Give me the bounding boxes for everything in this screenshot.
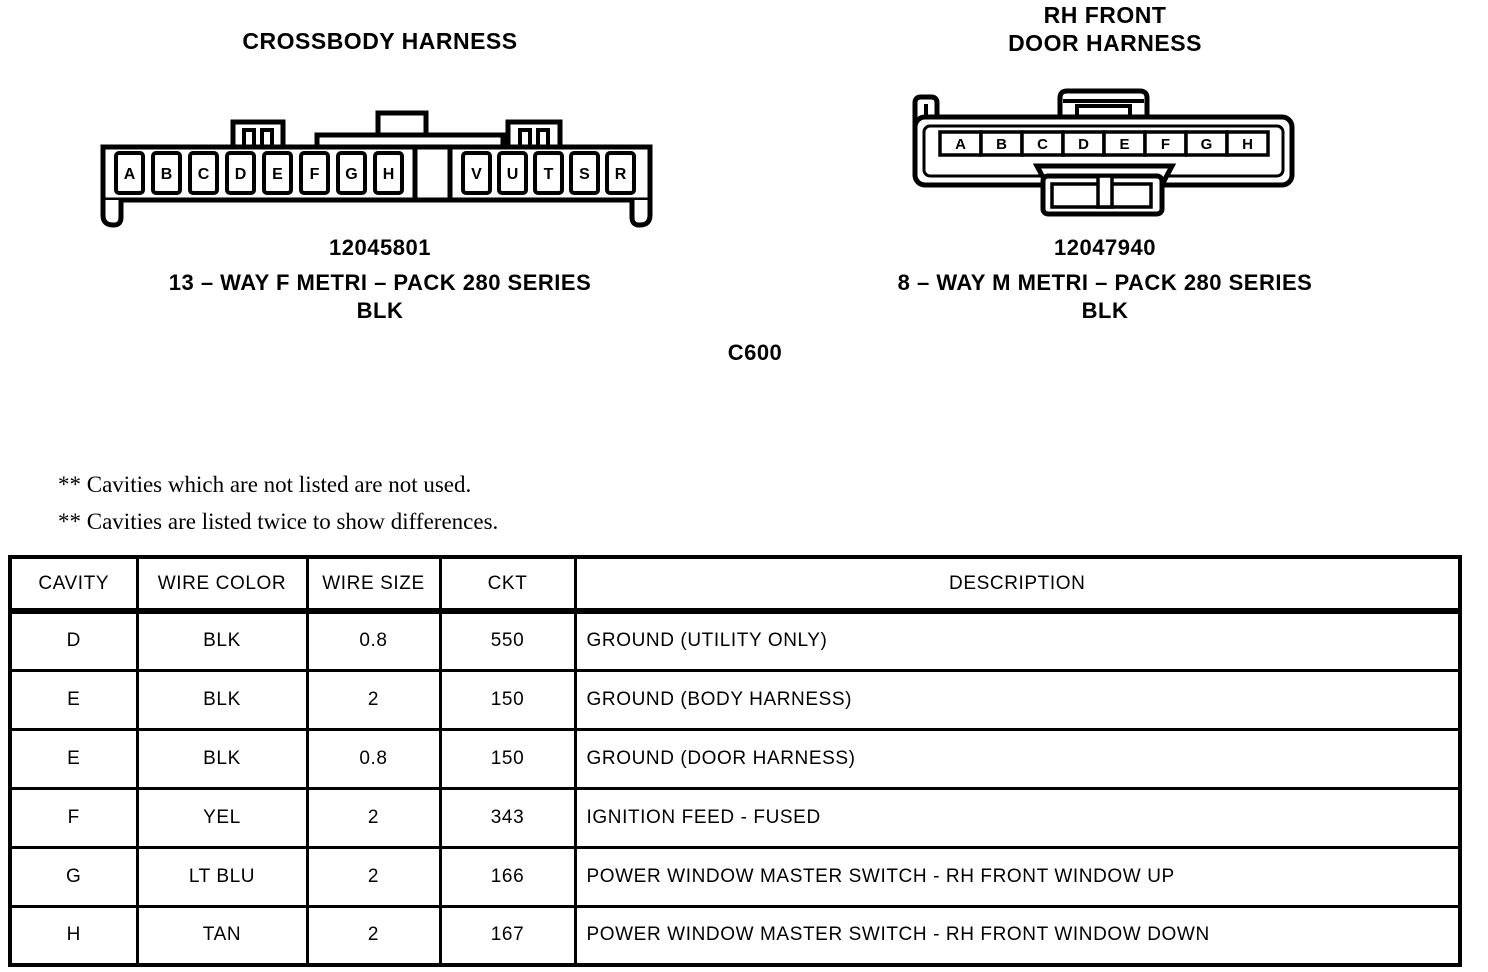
cell-cavity: G [10, 847, 137, 906]
cavity-label: A [955, 136, 966, 153]
cavity-label: B [996, 136, 1007, 153]
table-row [10, 847, 1460, 906]
cell-wire-color: BLK [137, 611, 307, 670]
cavity-label: V [471, 166, 482, 183]
cavity-label: A [123, 166, 136, 183]
table-row [10, 729, 1460, 788]
crossbody-harness-connector-drawing [95, 105, 665, 230]
cell-ckt: 550 [440, 611, 575, 670]
cell-ckt: 166 [440, 847, 575, 906]
cavity-label: B [160, 166, 173, 183]
note-line: ** Cavities are listed twice to show differences. [58, 509, 499, 534]
left-connector-part-number: 12045801 [329, 235, 431, 260]
cavity-label: T [543, 166, 554, 183]
cavity-label: G [345, 166, 358, 183]
header-description: DESCRIPTION [575, 557, 1460, 611]
cell-description: GROUND (DOOR HARNESS) [575, 729, 1460, 788]
cavity-label: H [382, 166, 395, 183]
cavity-circuit-table [8, 555, 1462, 967]
cell-ckt: 150 [440, 670, 575, 729]
left-connector-color: BLK [356, 298, 404, 323]
cell-cavity: H [10, 906, 137, 965]
cell-cavity: E [10, 729, 137, 788]
cell-ckt: 343 [440, 788, 575, 847]
cell-wire-color: BLK [137, 729, 307, 788]
left-connector-title: CROSSBODY HARNESS [242, 28, 518, 54]
cell-cavity: D [10, 611, 137, 670]
cell-cavity: E [10, 670, 137, 729]
cavity-label: R [614, 166, 627, 183]
right-connector-title-line2: DOOR HARNESS [1008, 30, 1202, 56]
cell-wire-color: TAN [137, 906, 307, 965]
cavity-label: C [1037, 136, 1048, 153]
table-header-row [10, 557, 1460, 611]
right-connector-type: 8 – WAY M METRI – PACK 280 SERIES [897, 270, 1313, 295]
cavity-label: F [1160, 136, 1171, 153]
header-wire-color: WIRE COLOR [137, 557, 307, 611]
left-connector-cavities [116, 153, 634, 193]
connector-id: C600 [727, 340, 783, 365]
cell-wire-color: LT BLU [137, 847, 307, 906]
cavity-label: G [1200, 136, 1213, 153]
table-row [10, 906, 1460, 965]
cell-wire-size: 0.8 [307, 729, 440, 788]
table-row [10, 611, 1460, 670]
cell-wire-size: 2 [307, 847, 440, 906]
cell-wire-size: 2 [307, 670, 440, 729]
cell-description: POWER WINDOW MASTER SWITCH - RH FRONT WINDOW UP [575, 847, 1460, 906]
right-connector-part-number: 12047940 [1054, 235, 1156, 260]
cell-ckt: 150 [440, 729, 575, 788]
cavity-label: E [1119, 136, 1130, 153]
right-connector-color: BLK [1081, 298, 1129, 323]
notes-block [58, 472, 498, 546]
cell-wire-size: 2 [307, 788, 440, 847]
cavity-label: F [309, 166, 320, 183]
cell-ckt: 167 [440, 906, 575, 965]
cell-description: POWER WINDOW MASTER SWITCH - RH FRONT WINDOW DOWN [575, 906, 1460, 965]
cell-description: GROUND (BODY HARNESS) [575, 670, 1460, 729]
header-wire-size: WIRE SIZE [307, 557, 440, 611]
cavity-label: C [197, 166, 210, 183]
door-harness-connector-drawing [905, 88, 1305, 223]
header-cavity: CAVITY [10, 557, 137, 611]
cavity-label: D [234, 166, 247, 183]
cell-wire-color: BLK [137, 670, 307, 729]
header-ckt: CKT [440, 557, 575, 611]
cell-wire-color: YEL [137, 788, 307, 847]
cavity-label: U [506, 166, 519, 183]
note-line: ** Cavities which are not listed are not used. [58, 472, 472, 497]
cell-description: GROUND (UTILITY ONLY) [575, 611, 1460, 670]
cell-wire-size: 2 [307, 906, 440, 965]
right-connector-title-line1: RH FRONT [1043, 2, 1167, 28]
table-row [10, 670, 1460, 729]
table-row [10, 788, 1460, 847]
left-connector-type: 13 – WAY F METRI – PACK 280 SERIES [168, 270, 592, 295]
right-connector-cavities [940, 132, 1268, 155]
cavity-label: S [579, 166, 590, 183]
cell-wire-size: 0.8 [307, 611, 440, 670]
cell-description: IGNITION FEED - FUSED [575, 788, 1460, 847]
right-connector-latch [1037, 166, 1172, 214]
cavity-label: D [1078, 136, 1089, 153]
cavity-label: H [1242, 136, 1253, 153]
cavity-label: E [272, 166, 283, 183]
cell-cavity: F [10, 788, 137, 847]
